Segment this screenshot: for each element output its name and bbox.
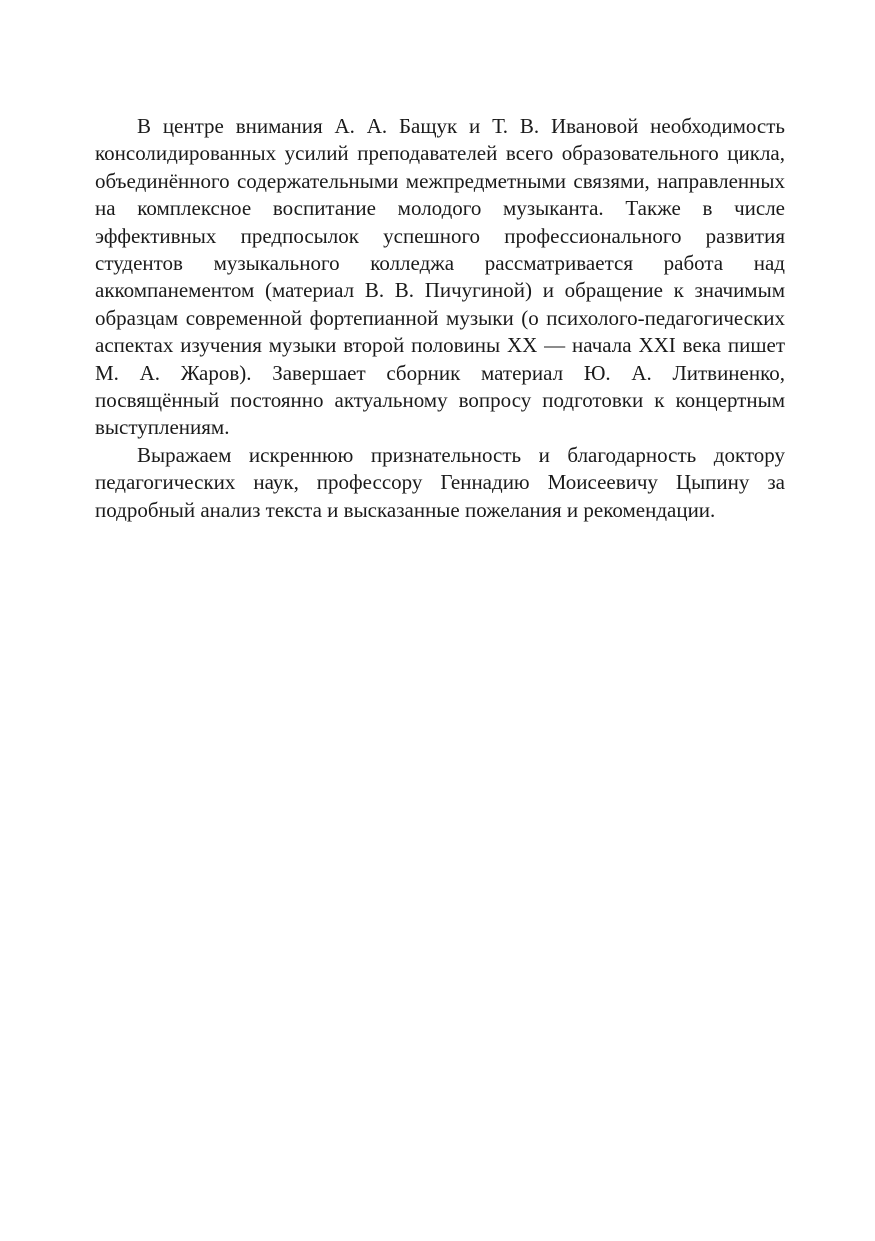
paragraph-intro: В центре внимания А. А. Бащук и Т. В. Ивановой необходимость консолидированных усилий преподавателей всего образовательного цикла, объединённого содержательными межпредметными связями, направленных на комплексное воспитание молодого музыканта. Также в числе эффективных предпосылок успешного профессионального развития студентов музыкального колледжа рассматривается работа над аккомпанементом (материал В. В. Пичугиной) и обращение к значимым образцам современной фортепианной музыки (о психолого-педагогических аспектах изучения музыки второй половины XX — начала XXI века пишет М. А. Жаров). Завершает сборник материал Ю. А. Литвиненко, посвящённый постоянно актуальному вопросу подготовки к концертным выступлениям. <box>95 114 785 440</box>
paragraph-acknowledgement: Выражаем искреннюю признательность и благодарность доктору педагогических наук, профессору Геннадию Моисеевичу Цыпину за подробный анализ текста и высказанные пожелания и рекомендации. <box>95 442 785 522</box>
body-text <box>95 113 785 524</box>
